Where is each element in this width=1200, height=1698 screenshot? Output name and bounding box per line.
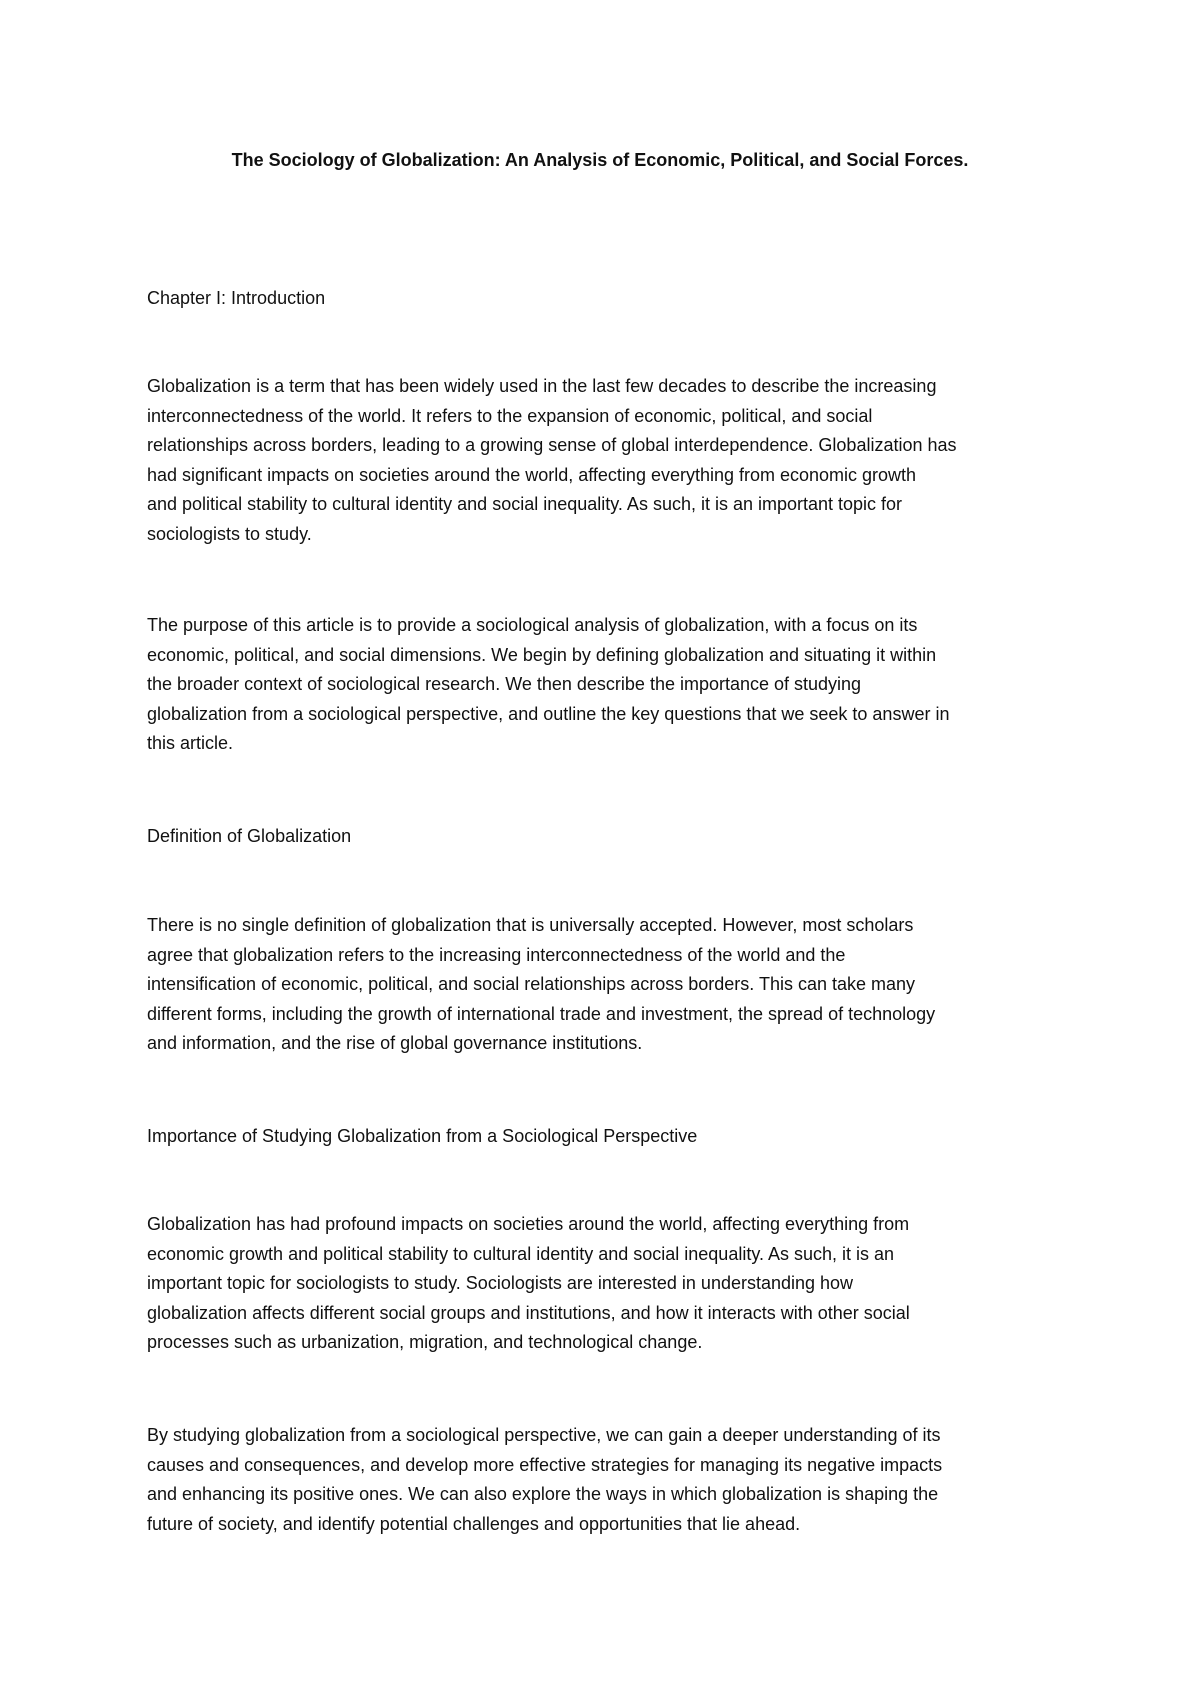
paragraph-line: interconnectedness of the world. It refers to the expansion of economic, political, and social <box>147 405 873 426</box>
paragraph-line: processes such as urbanization, migration, and technological change. <box>147 1332 703 1352</box>
paragraph-line: this article. <box>147 733 234 753</box>
paragraph-line: globalization from a sociological perspective, and outline the key questions that we seek to answer in <box>147 703 950 724</box>
paragraph-line: economic growth and political stability to cultural identity and social inequality. As such, it is an <box>147 1243 895 1264</box>
chapter-heading: Chapter I: Introduction <box>147 288 326 308</box>
paragraph-line: There is no single definition of globalization that is universally accepted. However, most scholars <box>147 915 914 935</box>
paragraph-line: causes and consequences, and develop more effective strategies for managing its negative impacts <box>147 1454 943 1475</box>
paragraph-line: relationships across borders, leading to a growing sense of global interdependence. Globalization has <box>147 435 957 455</box>
paragraph-line: future of society, and identify potential challenges and opportunities that lie ahead. <box>147 1513 801 1534</box>
definition-paragraph <box>147 911 1067 1059</box>
paragraph-line: intensification of economic, political, and social relationships across borders. This can take many <box>147 974 916 994</box>
paragraph-line: By studying globalization from a sociological perspective, we can gain a deeper understanding of its <box>147 1425 941 1445</box>
importance-paragraph-1 <box>147 1210 1067 1358</box>
definition-heading: Definition of Globalization <box>147 826 352 846</box>
paragraph-line: sociologists to study. <box>147 523 312 544</box>
paragraph-line: The purpose of this article is to provide a sociological analysis of globalization, with a focus on its <box>147 615 918 635</box>
paragraph-line: Globalization has had profound impacts on societies around the world, affecting everything from <box>147 1214 910 1234</box>
intro-paragraph-2 <box>147 611 1067 759</box>
importance-heading: Importance of Studying Globalization from a Sociological Perspective <box>147 1126 698 1146</box>
paragraph-line: and enhancing its positive ones. We can also explore the ways in which globalization is shaping the <box>147 1484 939 1504</box>
paragraph-line: Globalization is a term that has been widely used in the last few decades to describe the increasing <box>147 376 937 396</box>
paragraph-line: important topic for sociologists to study. Sociologists are interested in understanding how <box>147 1273 854 1293</box>
paragraph-line: globalization affects different social groups and institutions, and how it interacts with other social <box>147 1302 910 1323</box>
paragraph-line: different forms, including the growth of international trade and investment, the spread of technology <box>147 1003 936 1024</box>
paragraph-line: economic, political, and social dimensions. We begin by defining globalization and situating it within <box>147 644 937 665</box>
paragraph-line: had significant impacts on societies around the world, affecting everything from economic growth <box>147 464 917 485</box>
document-title: The Sociology of Globalization: An Analysis of Economic, Political, and Social Forces. <box>231 150 969 170</box>
paragraph-line: the broader context of sociological research. We then describe the importance of studying <box>147 674 862 694</box>
paragraph-line: and political stability to cultural identity and social inequality. As such, it is an important topic for <box>147 494 903 514</box>
importance-paragraph-2 <box>147 1421 1067 1539</box>
paragraph-line: and information, and the rise of global governance institutions. <box>147 1033 643 1053</box>
intro-paragraph-1 <box>147 372 1067 549</box>
paragraph-line: agree that globalization refers to the increasing interconnectedness of the world and the <box>147 944 846 965</box>
